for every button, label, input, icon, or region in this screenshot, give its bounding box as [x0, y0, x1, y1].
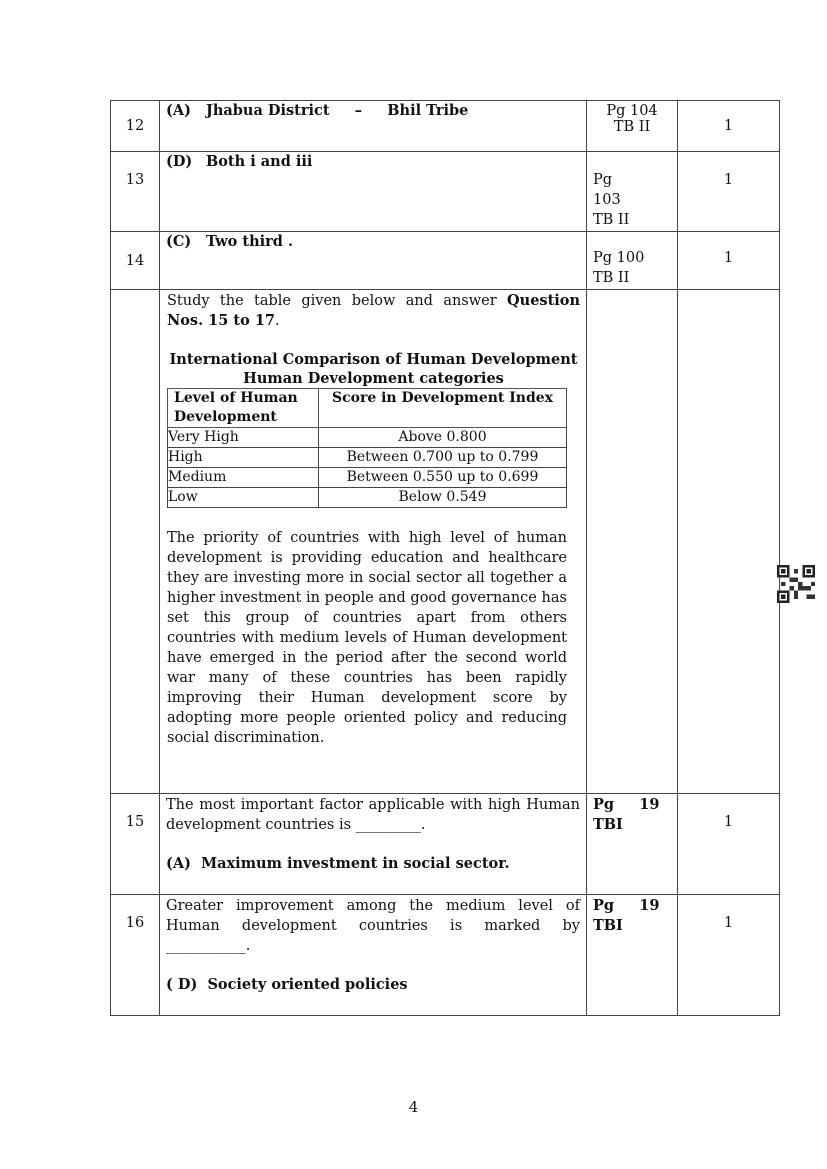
answer-text: Two third .	[206, 233, 294, 250]
level-cell: High	[168, 448, 319, 468]
table-title: International Comparison of Human Development	[169, 351, 578, 368]
question-text: Greater improvement among the medium level of Human development countries is marked by ___________.	[166, 898, 580, 954]
option-letter: (A)	[166, 102, 191, 119]
marks: 1	[678, 152, 780, 232]
qr-code-icon	[777, 565, 815, 603]
table-row	[111, 794, 780, 895]
column-header: Score in Development Index	[319, 389, 567, 428]
level-cell: Medium	[168, 468, 319, 488]
question-number: 14	[111, 232, 160, 290]
score-cell: Between 0.700 up to 0.799	[319, 448, 567, 468]
marks: 1	[678, 232, 780, 290]
table-row	[111, 232, 780, 290]
question-number: 16	[111, 895, 160, 1016]
passage-row	[111, 290, 780, 794]
score-cell: Between 0.550 up to 0.699	[319, 468, 567, 488]
answer-text: Society oriented policies	[207, 976, 408, 993]
answer-table	[110, 100, 780, 1016]
question-text: The most important factor applicable with high Human development countries is _________.	[166, 797, 580, 833]
table-subtitle: Human Development categories	[243, 370, 504, 387]
table-row	[111, 152, 780, 232]
reference: Pg 100 TB II	[587, 232, 678, 290]
table-row	[111, 895, 780, 1016]
question-number: 13	[111, 152, 160, 232]
column-header: Level of Human Development	[168, 389, 319, 428]
question-number: 12	[111, 101, 160, 152]
option-letter: (A)	[166, 855, 191, 872]
reference: Pg 19 TBI	[587, 794, 678, 895]
hdi-table	[167, 388, 567, 508]
page-number: 4	[408, 1098, 419, 1116]
reference: Pg 104 TB II	[587, 101, 678, 152]
reference: Pg 103 TB II	[587, 152, 678, 232]
option-letter: (C)	[166, 233, 192, 250]
marks: 1	[678, 794, 780, 895]
table-row	[111, 101, 780, 152]
answer-text: Maximum investment in social sector.	[201, 855, 510, 872]
question-number: 15	[111, 794, 160, 895]
passage-text: The priority of countries with high level of human development is providing education and healthcare they are investing more in social sector all together a higher investment in people and good governance has set this group of countries apart from others countries with medium levels of Human development have emerged in the period after the second world war many of these countries has been rapidly improving their Human development score by adopting more people oriented policy and reducing social discrimination.	[167, 530, 567, 746]
option-letter: (D)	[166, 153, 193, 170]
reference: Pg 19 TBI	[587, 895, 678, 1016]
level-cell: Very High	[168, 428, 319, 448]
answer-text: Jhabua District – Bhil Tribe	[206, 102, 469, 119]
score-cell: Above 0.800	[319, 428, 567, 448]
passage-intro-bold: Question Nos. 15 to 17	[167, 292, 580, 329]
score-cell: Below 0.549	[319, 488, 567, 508]
marks: 1	[678, 895, 780, 1016]
option-letter: ( D)	[166, 976, 198, 993]
passage-intro: Study the table given below and answer	[167, 293, 508, 309]
answer-text: Both i and iii	[206, 153, 313, 170]
passage-intro-end: .	[275, 313, 280, 329]
marks: 1	[678, 101, 780, 152]
level-cell: Low	[168, 488, 319, 508]
